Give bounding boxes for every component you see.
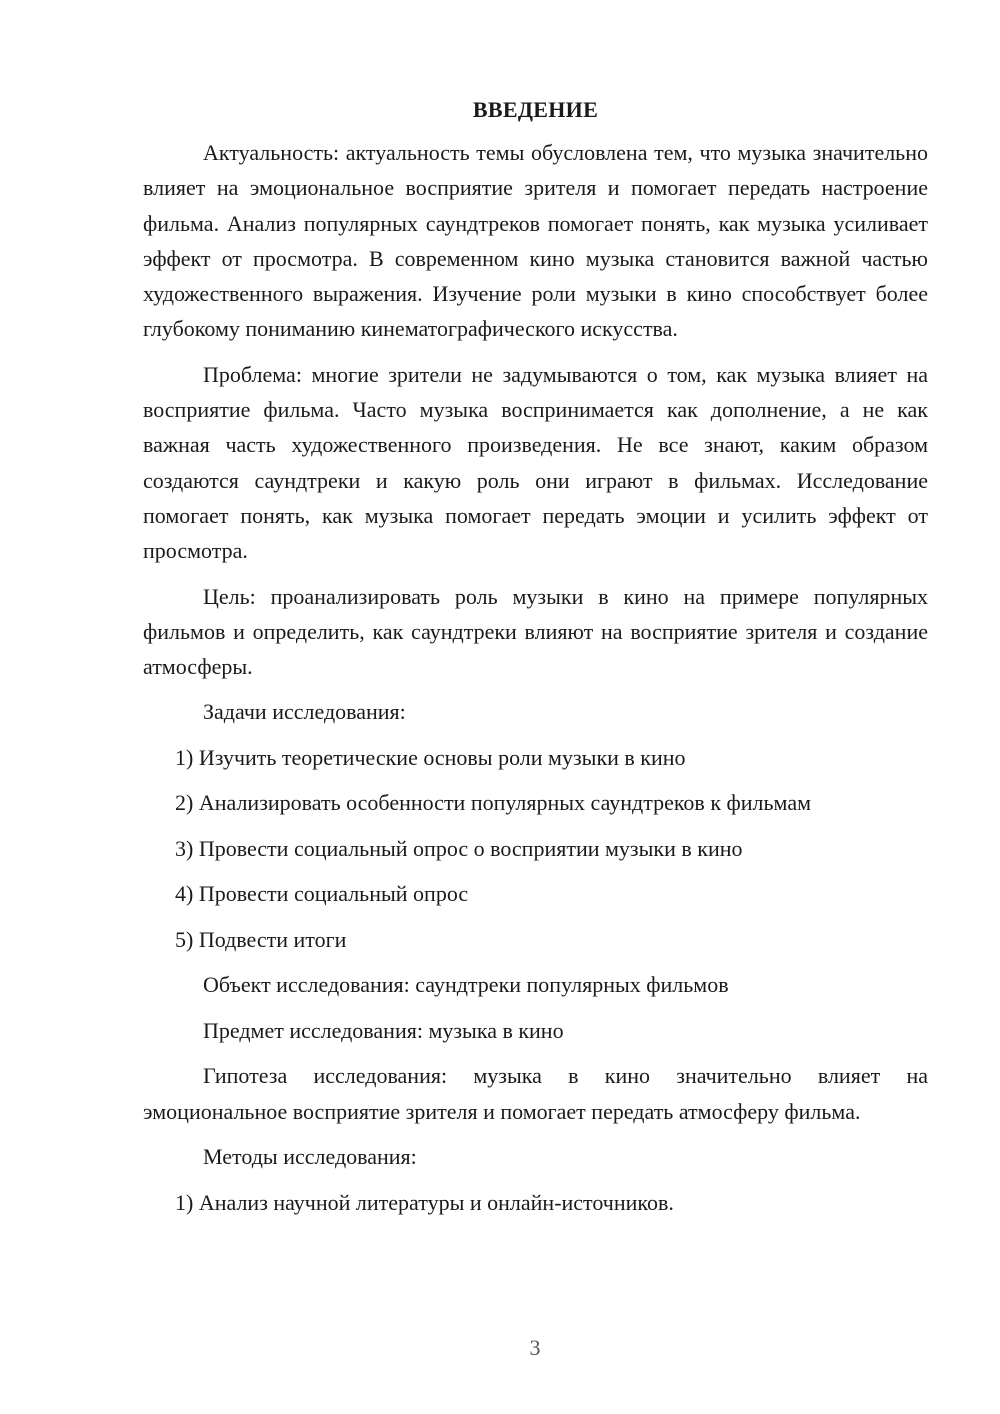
method-item: 1) Анализ научной литературы и онлайн-источников.: [175, 1189, 674, 1215]
task-item: 3) Провести социальный опрос о восприятии музыки в кино: [175, 835, 743, 861]
relevance-paragraph: Актуальность: актуальность темы обусловлена тем, что музыка значительно влияет на эмоциональное восприятие зрителя и помогает передать настроение фильма. Анализ популярных саундтреков помогает понять, как музыка усиливает эффект от просмотра. В современном кино музыка становится важной частью художественного выражения. Изучение роли музыки в кино способствует более глубокому пониманию кинематографического искусства.: [143, 140, 928, 342]
goal-paragraph: Цель: проанализировать роль музыки в кино на примере популярных фильмов и определить, как саундтреки влияют на восприятие зрителя и создание атмосферы.: [143, 583, 928, 680]
problem-paragraph: Проблема: многие зрители не задумываются о том, как музыка влияет на восприятие фильма. Часто музыка воспринимается как дополнение, а не как важная часть художественного произведения. Не все знают, каким образом создаются саундтреки и какую роль они играют в фильмах. Исследование помогает понять, как музыка помогает передать эмоции и усилить эффект от просмотра.: [143, 361, 928, 564]
task-item: 2) Анализировать особенности популярных саундтреков к фильмам: [175, 790, 812, 816]
document-page: [143, 92, 928, 1230]
task-item: 5) Подвести итоги: [175, 926, 347, 952]
research-object: Объект исследования: саундтреки популярных фильмов: [203, 972, 729, 998]
page-title: ВВЕДЕНИЕ: [472, 97, 599, 122]
tasks-heading: Задачи исследования:: [203, 699, 406, 725]
research-subject: Предмет исследования: музыка в кино: [203, 1017, 564, 1043]
hypothesis-paragraph: Гипотеза исследования: музыка в кино значительно влияет на эмоциональное восприятие зрителя и помогает передать атмосферу фильма.: [143, 1063, 928, 1124]
task-item: 1) Изучить теоретические основы роли музыки в кино: [175, 744, 686, 770]
task-item: 4) Провести социальный опрос: [175, 881, 469, 907]
page-number: 3: [529, 1335, 541, 1360]
methods-heading: Методы исследования:: [203, 1144, 417, 1170]
